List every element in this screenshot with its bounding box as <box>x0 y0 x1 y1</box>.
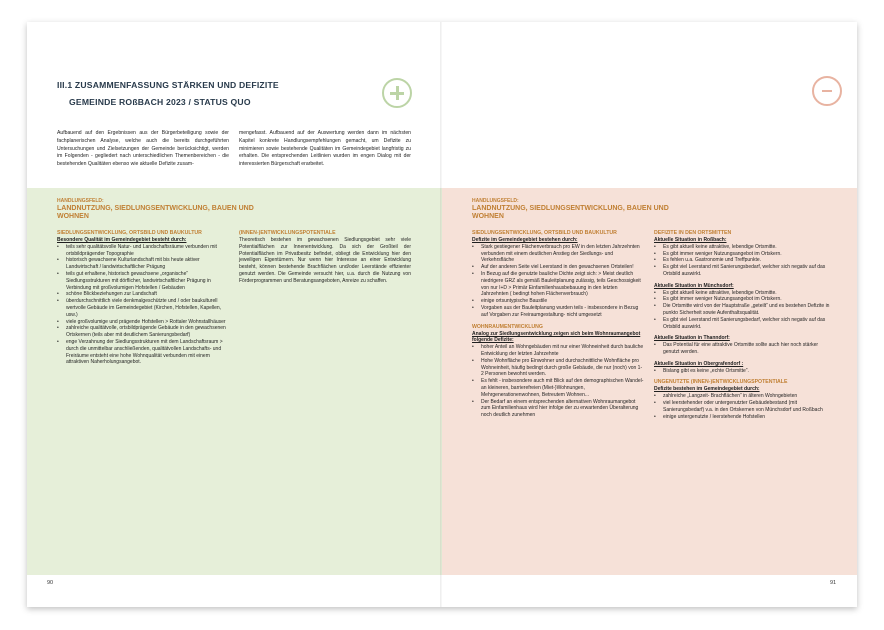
list-item: • teils gut erhaltene, historisch gewachsene „organische“ Siedlungsstrukturen mit dörflicher, landwirtschaftlicher Prägung in Verbindung mit großvolumigen Hofstellen / Gebäuden <box>57 271 229 291</box>
situation-list <box>654 290 834 331</box>
right-page <box>442 22 857 607</box>
section-heading: UNGENUTZTE (INNEN-)ENTWICKLUNGSPOTENTIALE <box>654 379 788 386</box>
title-line-2: GEMEINDE ROßBACH 2023 / STATUS QUO <box>69 97 251 107</box>
list-item: • Es gibt viel Leerstand mit Sanierungsbedarf, welcher sich negativ auf das Ortsbild auswirkt. <box>654 264 834 278</box>
deficits-list <box>472 244 644 319</box>
strengths-list <box>57 244 229 366</box>
list-item: • zahlreiche „Langzeit- Brachflächen“ in älteren Wohngebieten <box>654 393 834 400</box>
deficits-column-2 <box>654 230 834 420</box>
list-item: • historisch gewachsene Kulturlandschaft mit bis heute aktiver Landwirtschaft / landwirtschaftlicher Prägung <box>57 257 229 271</box>
situation-list <box>654 342 834 356</box>
potentials-list <box>654 393 834 420</box>
strengths-column-2 <box>239 230 411 285</box>
list-item: • Vorgaben aus der Bauleitplanung wurden teils - insbesondere in Bezug auf Vorgaben zur Freiraumgestaltung- nicht umgesetzt <box>472 305 644 319</box>
situation-subheading: Aktuelle Situation in Münchsdorf: <box>654 282 734 289</box>
field-title: LANDNUTZUNG, SIEDLUNGSENTWICKLUNG, BAUEN UND WOHNEN <box>472 205 669 221</box>
list-item: • Es fehlt - insbesondere auch mit Blick auf den demographischen Wandel- an kleineren, barrierefreien (Miet-)Wohnungen, Mehrgenerationenwohnen, Betreutem Wohnen... <box>472 378 644 398</box>
list-item: • viel leerstehender oder untergenutzter Gebäudebestand (mit Sanierungsbedarf) v.a. in den Ortskernen von Münchsdorf und Roßbach <box>654 400 834 414</box>
list-item: • Stark gestiegener Flächenverbrauch pro EW in den letzten Jahrzehnten verbunden mit einem deutlichen Anstieg der Siedlungs- und Verkehrsfläche <box>472 244 644 264</box>
situation-list <box>654 244 834 278</box>
list-item: • Auf der anderen Seite viel Leerstand in den gewachsenen Ortsteilen! <box>472 264 644 271</box>
field-label: HANDLUNGSFELD: <box>57 198 104 204</box>
list-item: • Es gibt aktuell keine attraktive, lebendige Ortsmitte. <box>654 244 834 251</box>
page-number: 91 <box>830 580 837 586</box>
section-heading: SIEDLUNGSENTWICKLUNG, ORTSBILD UND BAUKULTUR <box>472 230 617 236</box>
list-item: • Es fehlen u.a. Gastronomie und Treffpunkte. <box>654 257 834 264</box>
list-item: • überdurchschnittlich viele denkmalgeschützte und / oder baukulturell wertvolle Gebäude im Gemeindegebiet (Kirchen, Hofstellen, Kapellen, usw.) <box>57 298 229 318</box>
section-paragraph: Theoretisch bestehen im gewachsenen Siedlungsgebiet sehr viele Potentialflächen zur Innenentwicklung. Da sich der Großteil der Potentialflächen im Privatbesitz befindet, obliegt die Entwicklung hier den jeweiligen Eigentümern. Nur wenn hier Interesse an einer Entwicklung besteht, können bestehende Brachflächen und/oder Leerstände effizienter genutzt werden. Die Gemeinde versucht hier, u.a. durch die Nutzung von Förderprogrammen und Beratungsangeboten, Anreize zu schaffen. <box>239 237 411 284</box>
left-page <box>27 22 442 607</box>
section-heading: DEFIZITE IN DEN ORTSMITTEN <box>654 230 732 236</box>
situation-subheading: Aktuelle Situation in Obergrafendorf : <box>654 360 744 367</box>
section-subheading: Analog zur Siedlungsentwicklung zeigen sich beim Wohnraumangebot folgende Defizite: <box>472 330 641 344</box>
section-heading: SIEDLUNGSENTWICKLUNG, ORTSBILD UND BAUKULTUR <box>57 230 202 236</box>
list-item: • Es gibt viel Leerstand mit Sanierungsbedarf, welcher sich negativ auf das Ortsbild auswirkt. <box>654 317 834 331</box>
situation-subheading: Aktuelle Situation in Thanndorf: <box>654 335 730 342</box>
list-item: • Es gibt immer weniger Nutzungsangebot im Ortskern. <box>654 251 834 258</box>
list-item: • Der Bedarf an einem entsprechenden alternativen Wohnraumangebot zum Einfamilienhaus wird hier infolge der zu erwartenden Überalterung noch deutlich zunehmen <box>472 399 644 419</box>
strengths-column-1 <box>57 230 229 366</box>
section-subheading: Besondere Qualität im Gemeindegebiet besteht durch: <box>57 237 187 243</box>
list-item: • Es gibt aktuell keine attraktive, lebendige Ortsmitte. <box>654 290 834 297</box>
section-heading: WOHNRAUMENTWICKLUNG <box>472 323 543 330</box>
field-title: LANDNUTZUNG, SIEDLUNGSENTWICKLUNG, BAUEN UND WOHNEN <box>57 205 254 221</box>
list-item: • hoher Anteil an Wohngebäuden mit nur einer Wohneinheit durch bauliche Entwicklung der letzten Jahrzehnte <box>472 344 644 358</box>
situation-list <box>654 368 834 375</box>
situation-subheading: Aktuelle Situation in Roßbach: <box>654 237 727 243</box>
page-number: 90 <box>47 580 54 586</box>
deficits-column-1 <box>472 230 644 419</box>
list-item: • In Bezug auf die genutzte bauliche Dichte zeigt sich: > Meist deutlich niedrigere GRZ als gemäß Bauleitplanung zulässig, teils Geschossigkeit von nur I+D > Primär Einfamilienhausbebauung in den letzten Jahrzehnten ( bedingt hohen Flächenverbrauch) <box>472 271 644 298</box>
field-label: HANDLUNGSFELD: <box>472 198 519 204</box>
minus-icon <box>812 76 842 106</box>
book-spread <box>27 22 857 607</box>
plus-icon <box>382 78 412 108</box>
list-item: • Bislang gibt es keine „echte Ortsmitte“. <box>654 368 834 375</box>
list-item: • enge Verzahnung der Siedlungsstrukturen mit dem Landschaftsraum > durch die unmittelbar anschließenden, qualitätvollen Landschafts- und Freiräume entsteht eine hohe Wohnqualität verbunden mit einem attraktiven Naherholungsangebot. <box>57 339 229 366</box>
list-item: • teils sehr qualitätsvolle Natur- und Landschaftsräume verbunden mit ortsbildprägender Topographie <box>57 244 229 258</box>
section-subheading: Defizite im Gemeindegebiet bestehen durch: <box>472 237 578 243</box>
page-title <box>57 80 279 107</box>
list-item: • Das Potential für eine attraktive Ortsmitte sollte auch hier noch stärker genutzt werden. <box>654 342 834 356</box>
list-item: • zahlreiche qualitätvolle, ortsbildprägende Gebäude in den gewachsenen Ortskernen (teils aber mit deutlichem Sanierungsbedarf) <box>57 325 229 339</box>
list-item: • schöne Blickbeziehungen zur Landschaft <box>57 291 229 298</box>
housing-deficits-list <box>472 344 644 419</box>
title-line-1: III.1 ZUSAMMENFASSUNG STÄRKEN UND DEFIZITE <box>57 80 279 90</box>
list-item: • viele großvolumige und prägende Hofstellen > Rottaler Wohnstallhäuser <box>57 319 229 326</box>
section-heading: (INNEN-)ENTWICKLUNGSPOTENTIALE <box>239 230 336 236</box>
list-item: • einige untergenutzte / leerstehende Hofstellen <box>654 414 834 421</box>
intro-text-column-1: Aufbauend auf den Ergebnissen aus der Bürgerbeteiligung sowie der fachplanerischen Analyse, welche auch die bereits durchgeführten Untersuchungen und Zielsetzungen der Gemeinde berücksichtigt, werden im Folgenden - gegliedert nach unterschiedlichen Themenbereichen - die bestehenden Qualitäten ebenso wie aktuelle Defizite zusam- <box>57 130 229 168</box>
list-item: • Hohe Wohnfläche pro Einwohner und durchschnittliche Wohnfläche pro Wohneinheit, häufig bedingt durch große Gebäude, die nur (noch) von 1-2 Personen bewohnt werden. <box>472 358 644 378</box>
list-item: • Die Ortsmitte wird von der Hauptstraße „geteilt“ und es bestehen Defizite in punkto Sicherheit sowie Aufenthaltsqualität. <box>654 303 834 317</box>
list-item: • einige ortsuntypische Baustile <box>472 298 644 305</box>
list-item: • Es gibt immer weniger Nutzungsangebot im Ortskern. <box>654 296 834 303</box>
section-subheading: Defizite bestehen im Gemeindegebiet durch: <box>654 386 760 393</box>
intro-text-column-2: mengefasst. Aufbauend auf der Auswertung werden dann im nächsten Kapitel konkrete Handlungsempfehlungen gemacht, um Defizite zu minimieren sowie bestehende Qualitäten im Gemeindegebiet langfristig zu erhalten. Die entsprechenden Leitlinien wurden im engen Dialog mit der interessierten Bürgerschaft erarbeitet. <box>239 130 411 168</box>
